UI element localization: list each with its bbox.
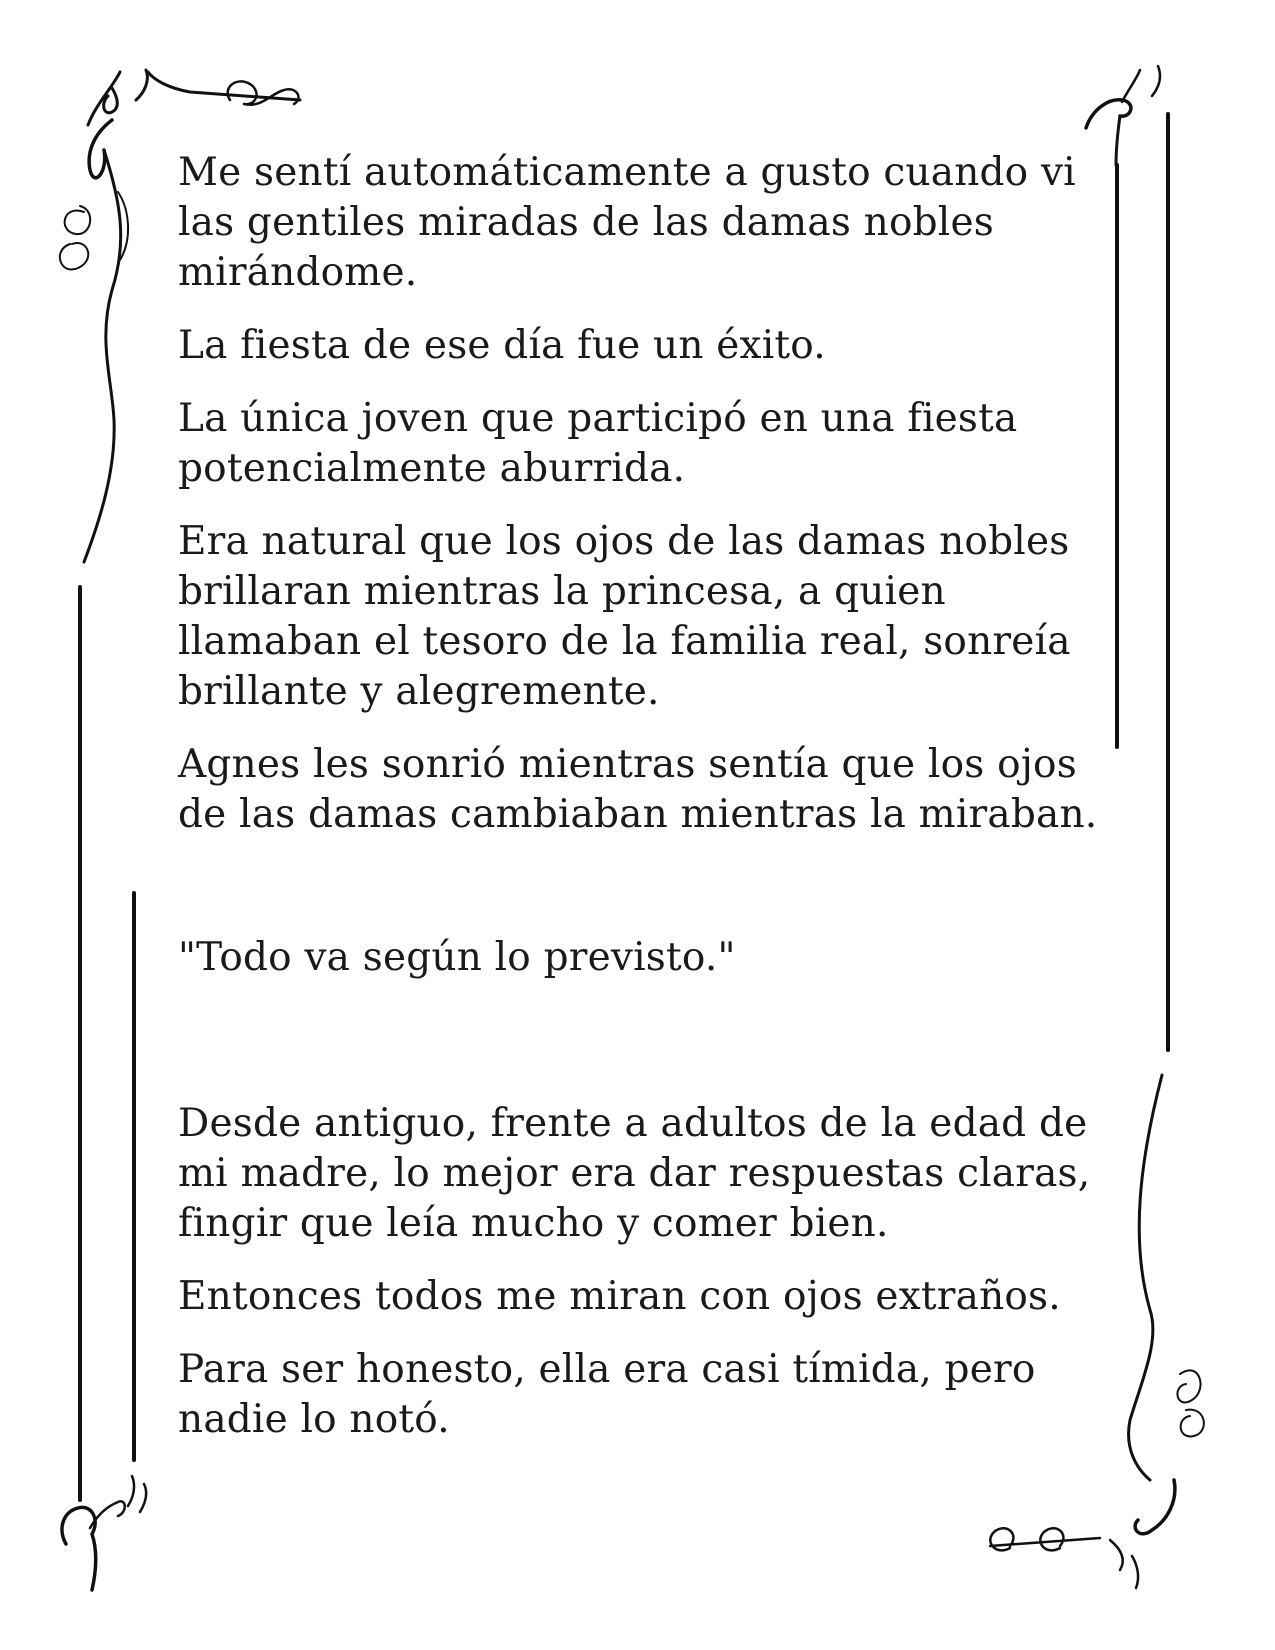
flourish-bottom-left [62,1476,146,1590]
paragraph-2: La fiesta de ese día fue un éxito. [178,323,826,368]
dialogue-line: "Todo va según lo previsto." [178,935,736,980]
paragraph-8: Entonces todos me miran con ojos extraños. [178,1274,1061,1319]
border-line-left [80,587,134,1500]
border-line-right [1117,114,1168,1050]
paragraph-9: Para ser honesto, ella era casi tímida, pero nadie lo notó. [178,1347,1036,1442]
paragraph-3: La única joven que participó en una fiesta potencialmente aburrida. [178,396,1018,491]
paragraph-5: Agnes les sonrió mientras sentía que los ojos de las damas cambiaban mientras la miraban. [178,742,1098,837]
paragraph-1: Me sentí automáticamente a gusto cuando vi las gentiles miradas de las damas nobles mirándome. [178,150,1076,295]
story-text [178,148,1108,1468]
paragraph-4: Era natural que los ojos de las damas nobles brillaran mientras la princesa, a quien llamaban el tesoro de la familia real, sonreía brillante y alegremente. [178,519,1071,714]
paragraph-7: Desde antiguo, frente a adultos de la edad de mi madre, lo mejor era dar respuestas claras, fingir que leía mucho y comer bien. [178,1101,1091,1246]
